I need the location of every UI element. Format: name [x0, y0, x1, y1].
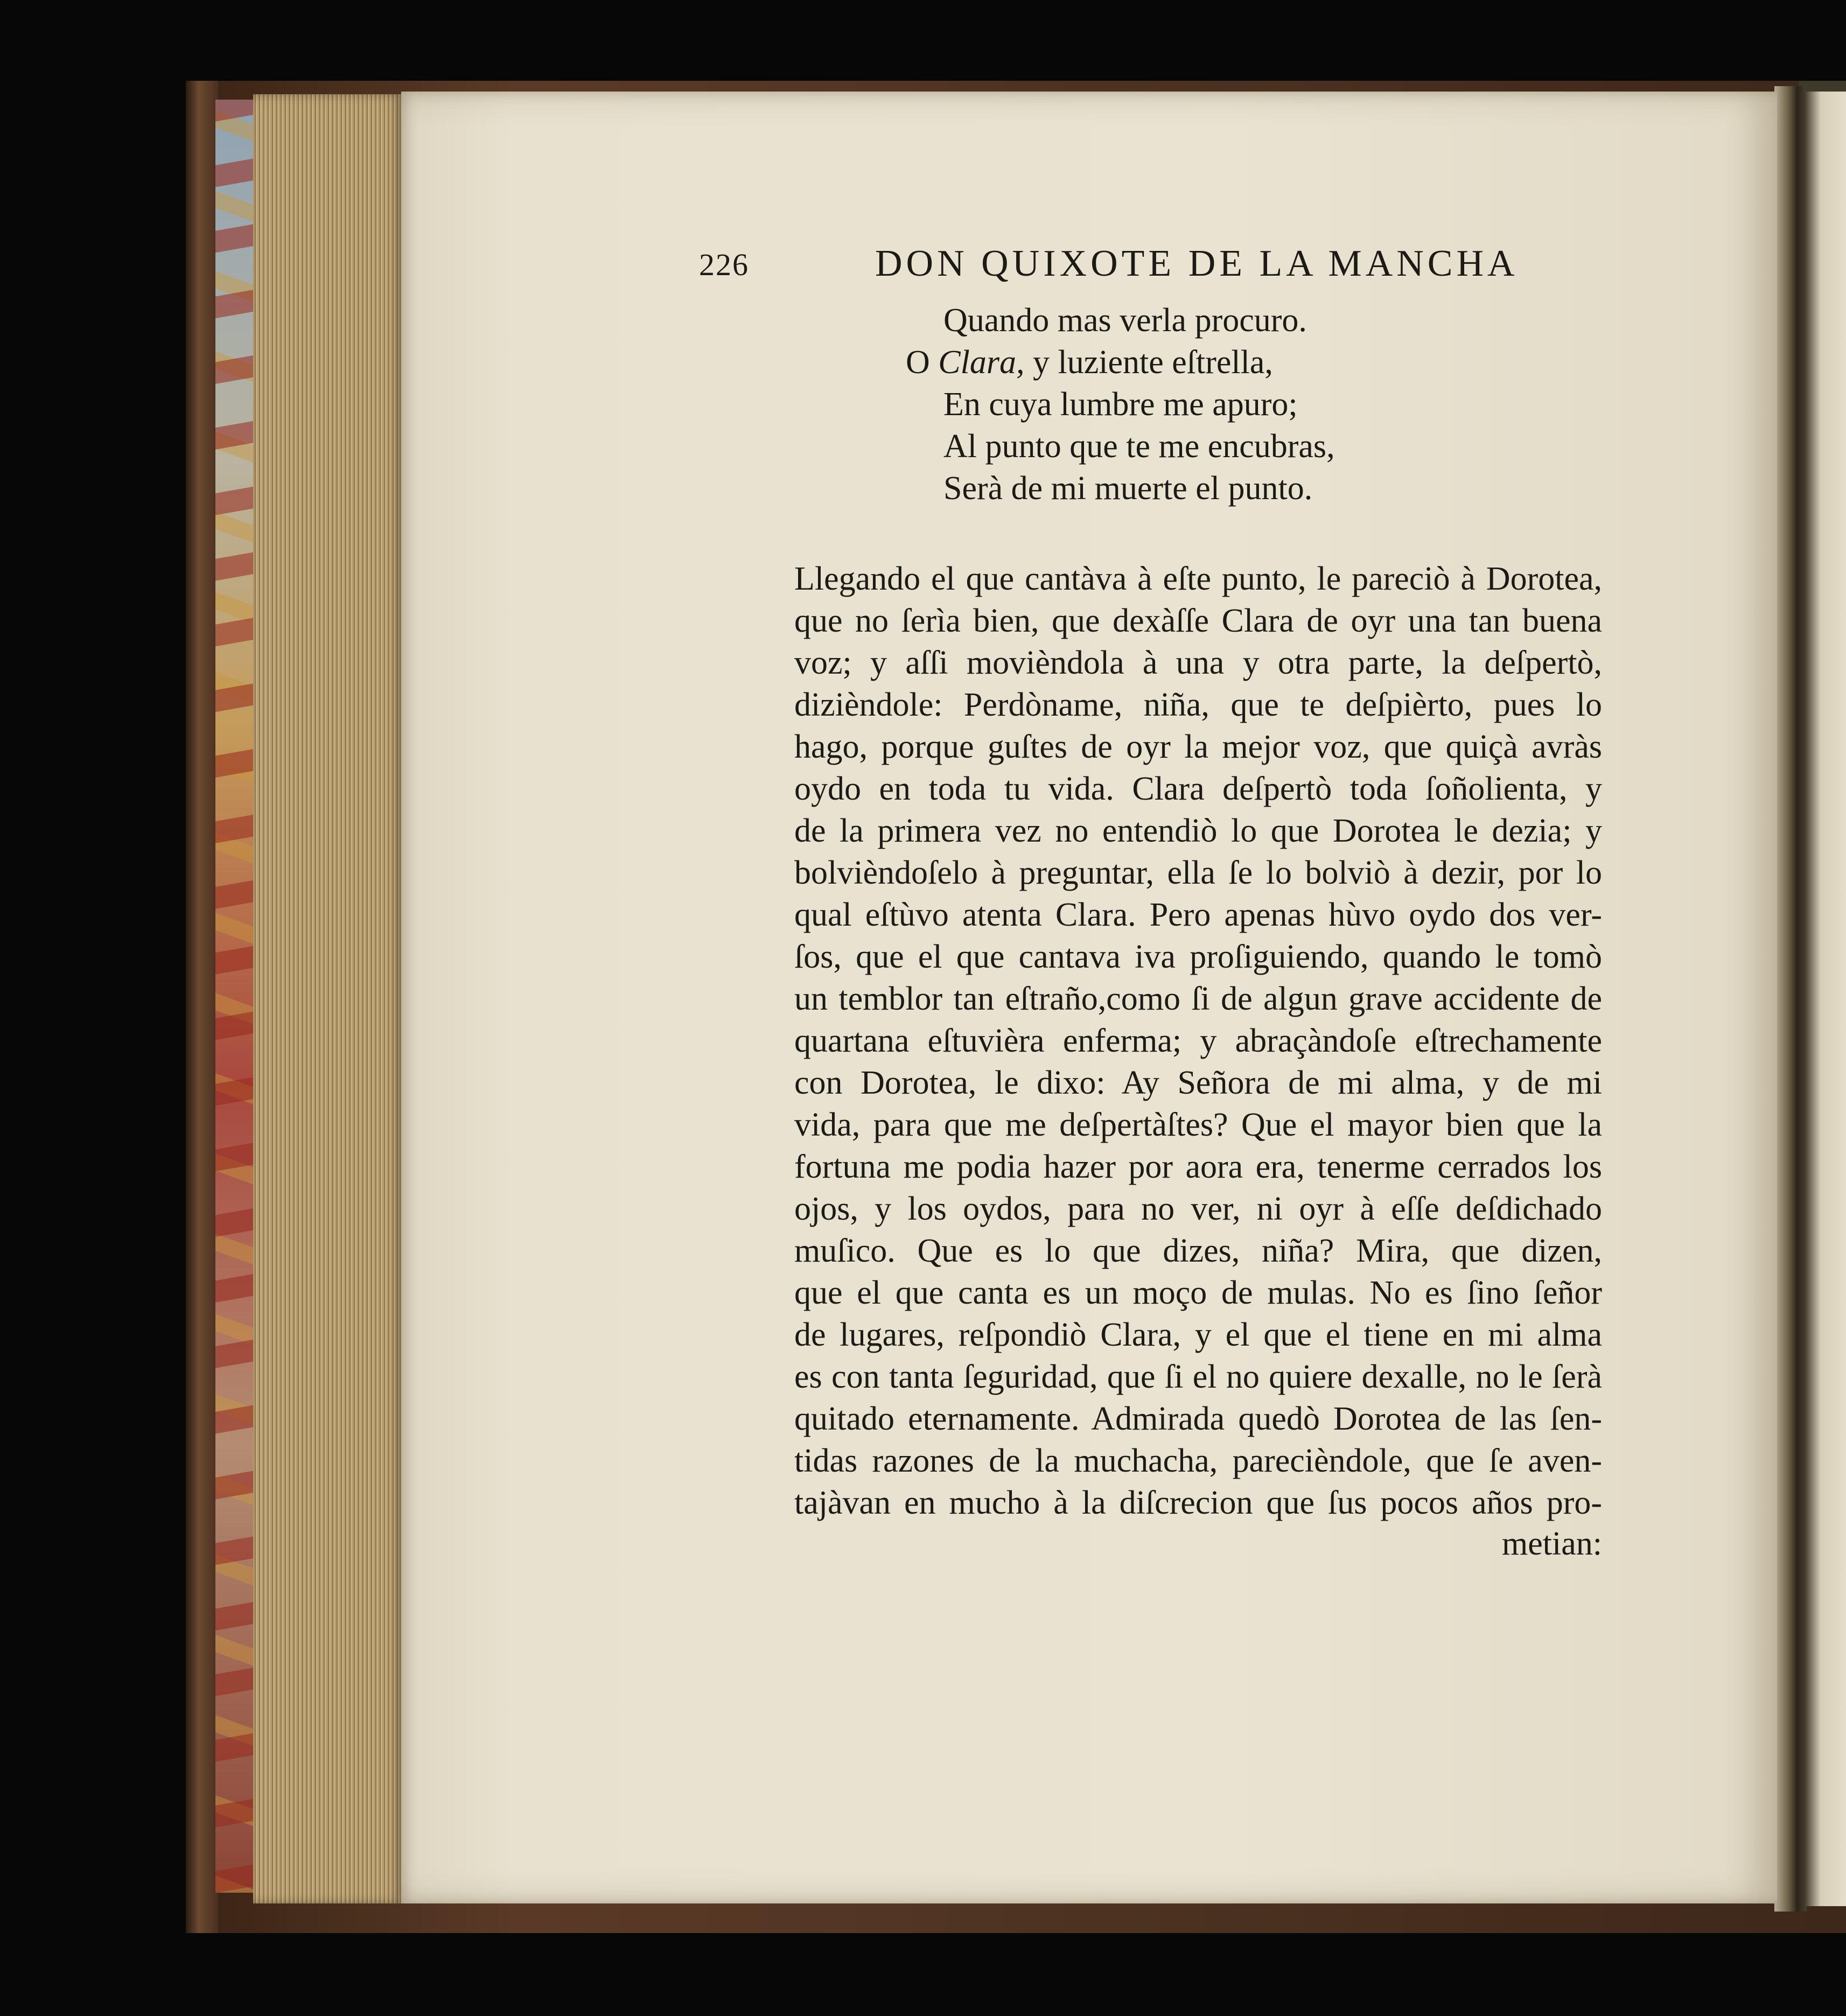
marbled-endpaper: [215, 100, 258, 1893]
prose-line: un temblor tan eſtraño,como ſi de algun grave accidente de: [794, 981, 1602, 1017]
leather-binding-edge: [186, 81, 218, 1933]
verse-line: [943, 428, 1335, 466]
prose-line: oydo en toda tu vida. Clara deſpertò toda ſoñolienta, y: [794, 771, 1602, 807]
prose-line: dizièndole: Perdòname, niña, que te deſpièrto, pues lo: [794, 687, 1602, 723]
prose-line: voz; y aſſi movièndola à una y otra parte, la deſpertò,: [794, 645, 1602, 681]
verse-line: [943, 470, 1312, 508]
verse-text: Quando mas verla procuro.: [943, 302, 1307, 339]
prose-line: tidas razones de la muchacha, parecièndole, que ſe aven-: [794, 1443, 1602, 1479]
verse-text: En cuya lumbre me apuro;: [943, 386, 1298, 423]
prose-line: quartana eſtuvièra enferma; y abraçàndoſe eſtrechamente: [794, 1023, 1602, 1059]
page-block-edges: [253, 94, 404, 1903]
prose-line: es con tanta ſeguridad, que ſi el no quiere dexalle, no le ſerà: [794, 1359, 1602, 1395]
prose-line: bolvièndoſelo à preguntar, ella ſe lo bolviò à dezir, por lo: [794, 855, 1602, 891]
prose-line: muſico. Que es lo que dizes, niña? Mira, que dizen,: [794, 1233, 1602, 1269]
verse-text: y luziente eſtrella,: [1024, 344, 1273, 381]
prose-line: tajàvan en mucho à la diſcrecion que ſus pocos años pro-: [794, 1485, 1602, 1521]
prose-line: que no ſerìa bien, que dexàſſe Clara de oyr una tan buena: [794, 603, 1602, 639]
verse-text: Serà de mi muerte el punto.: [943, 470, 1313, 507]
verse-line: [943, 386, 1298, 424]
prose-line: qual eſtùvo atenta Clara. Pero apenas hùvo oydo dos ver-: [794, 897, 1602, 933]
prose-line: de lugares, reſpondiò Clara, y el que el tiene en mi alma: [794, 1317, 1602, 1353]
verse-prefix: O: [906, 344, 939, 381]
verse-line: [906, 344, 1273, 382]
verse-line: [943, 302, 1307, 340]
running-head: DON QUIXOTE DE LA MANCHA: [875, 243, 1519, 284]
prose-line: ſos, que el que cantava iva proſiguiendo, quando le tomò: [794, 939, 1602, 975]
book-gutter: [1774, 86, 1807, 1912]
prose-line: que el que canta es un moço de mulas. No es ſino ſeñor: [794, 1275, 1602, 1311]
prose-line: con Dorotea, le dixo: Ay Señora de mi alma, y de mi: [794, 1065, 1602, 1101]
prose-line: de la primera vez no entendiò lo que Dorotea le dezia; y: [794, 813, 1602, 849]
prose-line: Llegando el que cantàva à eſte punto, le pareciò à Dorotea,: [794, 561, 1602, 597]
page-number: 226: [699, 247, 749, 282]
catchword: metian:: [1502, 1525, 1602, 1562]
prose-line: quitado eternamente. Admirada quedò Dorotea de las ſen-: [794, 1401, 1602, 1437]
verse-text: Al punto que te me encubras,: [943, 428, 1335, 465]
prose-line: hago, porque guſtes de oyr la mejor voz, que quiçà avràs: [794, 729, 1602, 765]
facing-page-edge: [1804, 92, 1846, 1906]
prose-line: ojos, y los oydos, para no ver, ni oyr à eſſe deſdichado: [794, 1191, 1602, 1227]
verse-italic: Clara,: [938, 344, 1025, 381]
prose-line: fortuna me podia hazer por aora era, tenerme cerrados los: [794, 1149, 1602, 1185]
prose-line: vida, para que me deſpertàſtes? Que el mayor bien que la: [794, 1107, 1602, 1143]
